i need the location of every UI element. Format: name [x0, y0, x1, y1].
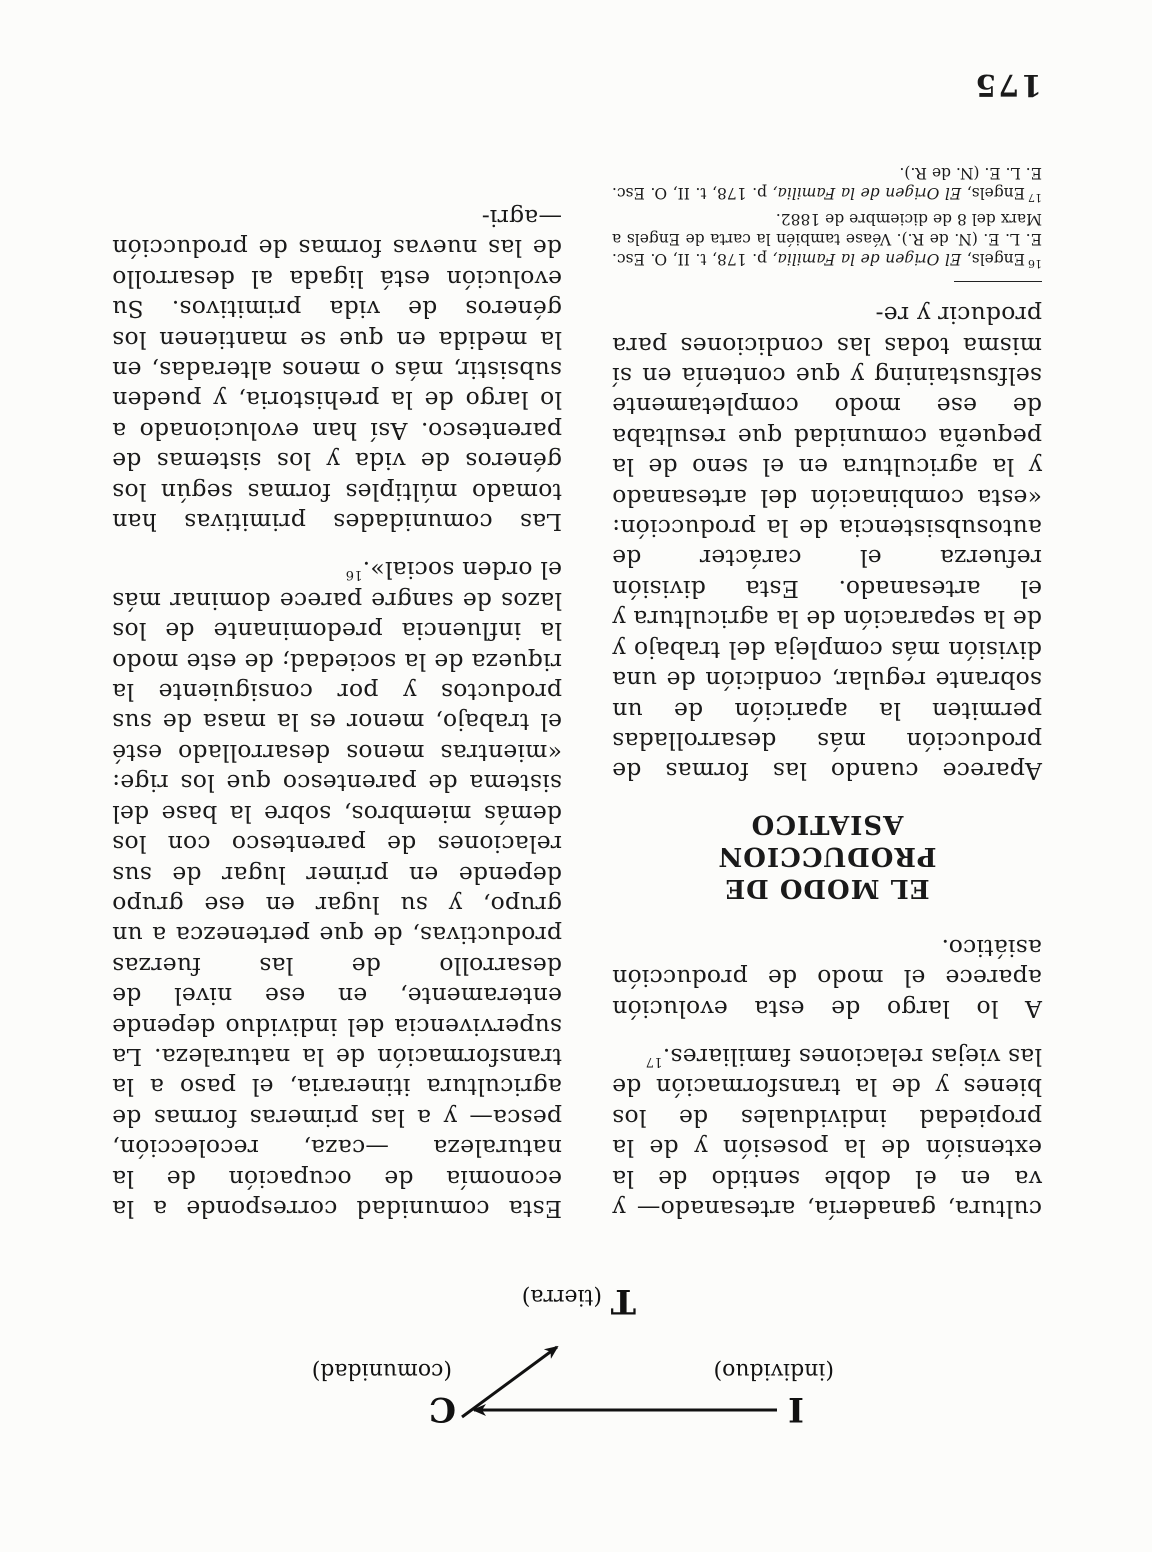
node-c: C	[428, 1389, 456, 1429]
heading-line: EL MODO DE PRODUCCION	[717, 841, 937, 904]
paragraph: cultura, ganadería, artesanado— y va en el doble sentido de la extensión de la posesión y de la propiedad individuales de los bienes y de la transformación de las viejas relaciones familiares.$^{17}$	[612, 1042, 1042, 1223]
section-heading	[612, 808, 1042, 904]
paragraph: Esta comunidad corresponde a la economía de ocupación de la naturaleza —caza, recolección, pesca— y a las primeras formas de agricultura itineraria, el paso a la transformación de la naturaleza. La supervivencia del individuo depende enteramente, en ese nivel de desarrollo de las fuerzas productivas, de que pertenezca a un grupo, y su lugar en ese grupo depende en primer lugar de sus relaciones de parentesco con los demás miembros, sobre la base del sistema de parentesco que los rige: «mientras menos desarrollado esté el trabajo, menor es la masa de sus productos y por consiguiente la riqueza de la sociedad; de este modo la influencia predominante de los lazos de sangre parece dominar más el orden social».$^{16}$	[112, 556, 562, 1223]
footnote-ref: 17	[645, 1053, 663, 1069]
arrow-c-to-t	[462, 1347, 557, 1417]
paragraph: A lo largo de esta evolución aparece el modo de producción asiático.	[612, 933, 1042, 1023]
node-i-label: (individuo)	[713, 1358, 834, 1383]
page-number: 175	[973, 67, 1042, 102]
paragraph: Aparece cuando las formas de producción más desarrolladas permiten la aparición de un sobrante regular, condición de una división más compleja del trabajo y de la separación de la agricultura y el artesanado. Esta división refuerza el carácter de autosubsistencia de la producción: «esta combinación del artesanado y la agricultura en el seno de la pequeña comunidad que resultaba de ese modo completamente selfsustaining y que contenía en sí misma todas las condiciones para producir y re-	[612, 301, 1042, 786]
footnote-17: $^{17}$Engels, El Origen de la Familia, p. 178, t. II, O. Esc. E. L. E. (N. de R.).	[611, 163, 1042, 204]
footnote-ref: 16	[345, 567, 363, 583]
footnote-16: $^{16}$Engels, El Origen de la Familia, p. 178, t. II, O. Esc. E. L. E. (N. de R.). Véase también la carta de Engels a Marx del 8 de diciembre de 1882.	[611, 209, 1042, 270]
footnote-divider	[954, 281, 1042, 282]
node-t: T	[610, 1281, 636, 1321]
node-c-label: (comunidad)	[311, 1358, 452, 1383]
heading-line: ASIATICO	[750, 809, 904, 840]
right-column	[112, 185, 562, 1224]
paragraph: Las comunidades primitivas han tomado múltiples formas según los géneros de vida y los sistemas de parentesco. Así han evolucionado a lo largo de la prehistoria, y pueden subsistir, más o menos alteradas, en la medida en que se mantienen los géneros de vida primitivos. Su evolución está ligada al desarrollo de las nuevas formas de producción —agri-	[112, 204, 562, 537]
node-t-label: (tierra)	[521, 1284, 602, 1309]
node-i: I	[788, 1389, 804, 1429]
left-column	[612, 157, 1042, 1224]
